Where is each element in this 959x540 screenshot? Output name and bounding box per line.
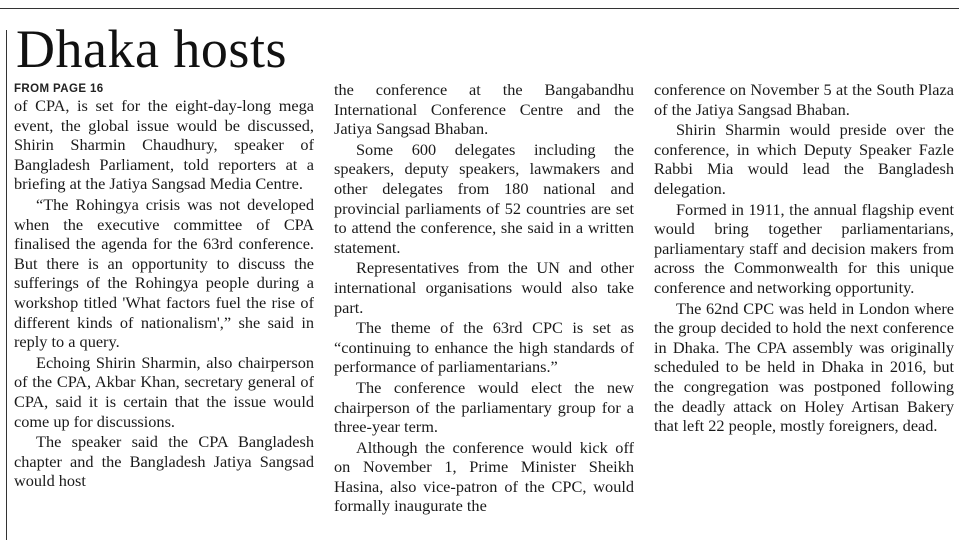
paragraph: The speaker said the CPA Bangladesh chapter and the Bangladesh Jatiya Sangsad would host [14,432,314,491]
article-column-3 [654,80,954,538]
headline: Dhaka hosts [16,19,287,79]
paragraph: Representatives from the UN and other international organisations would also take part. [334,258,634,317]
paragraph: Echoing Shirin Sharmin, also chairperson of the CPA, Akbar Khan, secretary general of CPA, said it is certain that the issue would come up for discussions. [14,352,314,431]
top-rule [0,8,959,9]
article-column-2 [334,80,634,538]
paragraph: Shirin Sharmin would preside over the conference, in which Deputy Speaker Fazle Rabbi Mia would lead the Bangladesh delegation. [654,120,954,198]
paragraph: of CPA, is set for the eight-day-long mega event, the global issue would be discussed, Shirin Sharmin Chaudhury, speaker of Bangladesh Parliament, told reporters at a briefing at the Jatiya Sangsad Media Centre. [14,96,314,194]
left-column-rule [6,30,7,540]
paragraph: conference on November 5 at the South Plaza of the Jatiya Sangsad Bhaban. [654,80,954,119]
paragraph: The theme of the 63rd CPC is set as “continuing to enhance the high standards of performance of parliamentarians.” [334,318,634,377]
paragraph: Formed in 1911, the annual flagship event would bring together parliamentarians, parliamentary staff and decision makers from across the Commonwealth for this unique conference and networking opportunity. [654,199,954,297]
paragraph: Some 600 delegates including the speakers, deputy speakers, lawmakers and other delegates from 180 national and provincial parliaments of 52 countries are set to attend the conference, she said in a written statement. [334,139,634,257]
paragraph: The 62nd CPC was held in London where the group decided to hold the next conference in Dhaka. The CPA assembly was originally scheduled to be held in Dhaka in 2016, but the congregation was postponed following the deadly attack on Holey Artisan Bakery that left 22 people, mostly foreigners, dead. [654,298,954,436]
paragraph: The conference would elect the new chairperson of the parliamentary group for a three-year term. [334,377,634,437]
dateline: FROM PAGE 16 [14,83,104,95]
article-column-1 [14,82,314,540]
paragraph: “The Rohingya crisis was not developed when the executive committee of CPA finalised the agenda for the 63rd conference. But there is an opportunity to discuss the sufferings of the Rohingya people during a workshop titled 'What factors fuel the rise of different kinds of nationalism',” she said in reply to a query. [14,194,314,352]
paragraph: the conference at the Bangabandhu International Conference Centre and the Jatiya Sangsad Bhaban. [334,80,634,139]
paragraph: Although the conference would kick off on November 1, Prime Minister Sheikh Hasina, also vice-patron of the CPC, would formally inaugurate the [334,437,634,516]
